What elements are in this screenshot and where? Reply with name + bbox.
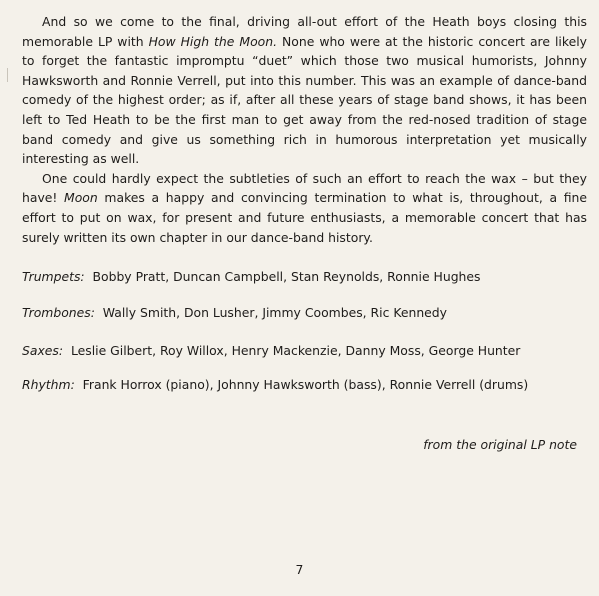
song-title: How High the Moon. (148, 33, 278, 49)
personnel-members: Bobby Pratt, Duncan Campbell, Stan Reynolds, Ronnie Hughes (92, 269, 481, 284)
paragraph-text: None who were at the historic concert are likely to forget the fantastic impromptu “duet” which those two musical humorists, Johnny Hawksworth and Ronnie Verrell, put into this number. This was an example of dance-band comedy of the highest order; as if, after all these years of stage band shows, it has been left to Ted Heath to be the first man to get away from the red-nosed tradition of stage band comedy and give us something rich in humorous interpretation yet musically interesting as well. (22, 33, 587, 167)
personnel-role: Saxes: (22, 343, 64, 358)
personnel-role: Rhythm: (22, 377, 75, 392)
personnel-trumpets (22, 268, 587, 286)
personnel-trombones (22, 304, 587, 322)
scan-edge-mark (7, 68, 8, 82)
source-credit: from the original LP note (423, 437, 577, 452)
page-number: 7 (295, 562, 304, 577)
paragraph-text: And so we come to the final, driving all-out effort of the Heath boys closing this memorable LP with (22, 14, 587, 49)
personnel-role: Trumpets: (22, 269, 85, 284)
personnel-rhythm (22, 376, 587, 394)
personnel-role: Trombones: (22, 305, 95, 320)
personnel-saxes (22, 342, 587, 360)
liner-notes-body (22, 12, 587, 247)
paragraph-moon-termination (22, 169, 587, 247)
personnel-members: Wally Smith, Don Lusher, Jimmy Coombes, Ric Kennedy (102, 305, 447, 320)
personnel-members: Leslie Gilbert, Roy Willox, Henry Mackenzie, Danny Moss, George Hunter (70, 343, 521, 358)
paragraph-text: makes a happy and convincing termination to what is, throughout, a fine effort to put on wax, for present and future enthusiasts, a memorable concert that has surely written its own chapter in our dance-band history. (22, 190, 587, 245)
paragraph-text: One could hardly expect the subtleties of such an effort to reach the wax – but they have! (22, 170, 587, 206)
paragraph-how-high-the-moon (22, 12, 587, 169)
personnel-members: Frank Horrox (piano), Johnny Hawksworth (bass), Ronnie Verrell (drums) (82, 377, 529, 392)
song-title: Moon (64, 190, 98, 206)
